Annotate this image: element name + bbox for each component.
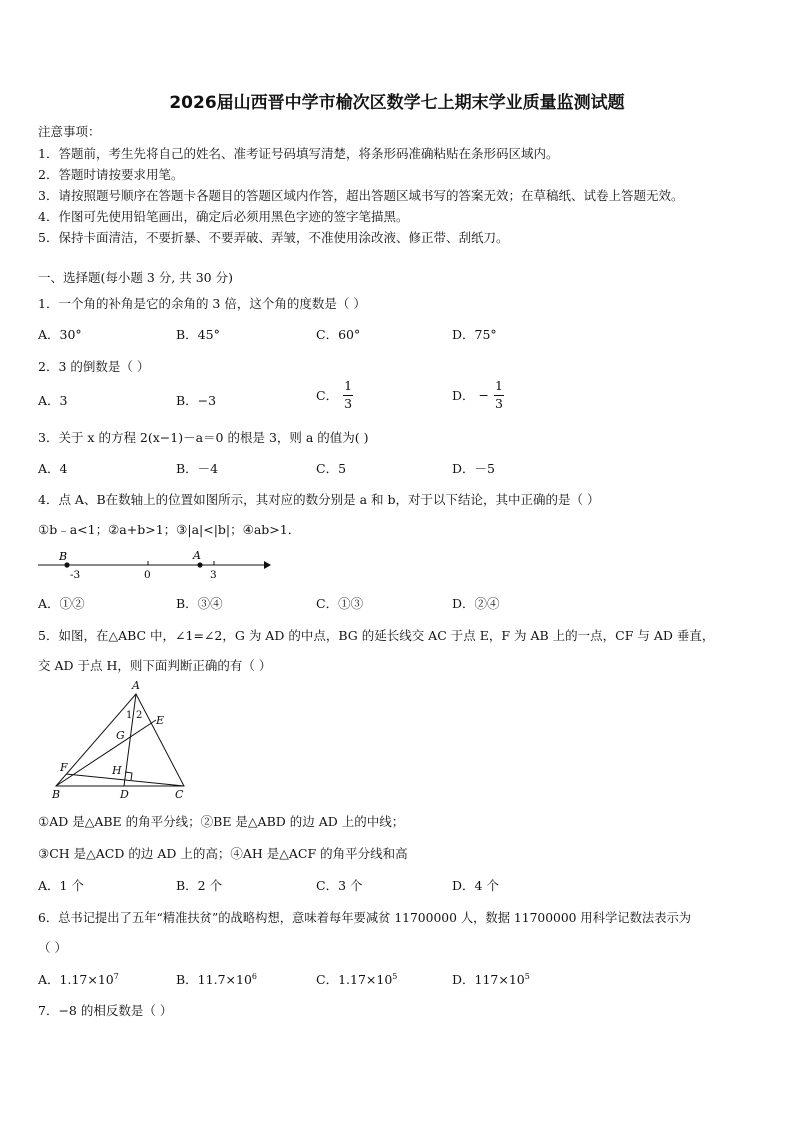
tick-label: 3 [210, 569, 217, 581]
label-g: G [116, 729, 125, 742]
q2-option-d-label: D． [452, 388, 475, 403]
tick-label: 0 [144, 569, 151, 581]
question-7-stem: 7．−8 的相反数是（ ） [38, 1003, 173, 1018]
q2-option-c [316, 380, 354, 410]
triangle-figure [44, 676, 204, 806]
q6-option-d-base: D．117×10 [452, 972, 525, 987]
tick-label: -3 [70, 569, 81, 581]
q2-option-c-fraction [342, 380, 354, 410]
q4-option-a: A．①② [38, 596, 85, 611]
label-h: H [112, 764, 122, 777]
fraction-numerator: 1 [344, 378, 353, 393]
q1-option-a: A．30° [38, 327, 82, 342]
question-5-stem-line1: 5．如图，在△ABC 中，∠1=∠2，G 为 AD 的中点，BG 的延长线交 AC 于点 E，F 为 AB 上的一点，CF 与 AD 垂直， [38, 628, 715, 643]
q5-option-c: C．3 个 [316, 878, 363, 893]
q1-option-c: C．60° [316, 327, 361, 342]
q2-option-c-label: C． [316, 388, 339, 403]
q6-option-c [316, 970, 397, 988]
q6-option-b-exponent: 6 [251, 971, 257, 981]
q6-option-a-base: A．1.17×10 [38, 972, 114, 987]
question-3-stem: 3．关于 x 的方程 2(x−1)－a＝0 的根是 3，则 a 的值为( ) [38, 430, 369, 445]
q5-option-a: A．1 个 [38, 878, 84, 893]
notice-item: 5．保持卡面清洁，不要折暴、不要弄破、弄皱，不准使用涂改液、修正带、刮纸刀。 [38, 230, 509, 245]
q6-option-c-exponent: 5 [392, 971, 398, 981]
q6-option-a [38, 970, 119, 988]
question-4-stem: 4．点 A、B在数轴上的位置如图所示，其对应的数分别是 a 和 b，对于以下结论，其中正确的是（ ） [38, 492, 600, 507]
q6-option-d [452, 970, 530, 988]
label-angle-1: 1 [126, 710, 133, 721]
q3-option-c: C．5 [316, 461, 347, 476]
q6-option-c-base: C．1.17×10 [316, 972, 393, 987]
label-e: E [156, 714, 165, 727]
q2-option-d-fraction [493, 380, 505, 410]
label-d: D [120, 788, 129, 801]
label-b: B [52, 788, 61, 801]
notice-item: 1．答题前，考生先将自己的姓名、准考证号码填写清楚，将条形码准确粘贴在条形码区域内。 [38, 146, 559, 161]
section-heading: 一、选择题(每小题 3 分, 共 30 分) [38, 270, 233, 285]
q3-option-b: B．－4 [176, 461, 219, 476]
notice-heading: 注意事项： [38, 124, 101, 139]
q2-option-d [452, 380, 505, 410]
fraction-numerator: 1 [494, 378, 503, 393]
q6-option-a-exponent: 7 [113, 971, 119, 981]
label-angle-2: 2 [136, 710, 143, 721]
q2-option-d-sign: − [478, 387, 489, 403]
segment-be [56, 720, 156, 786]
point-b-label: B [59, 550, 68, 563]
notice-item: 3．请按照题号顺序在答题卡各题目的答题区域内作答，超出答题区域书写的答案无效；在草稿纸、试卷上答题无效。 [38, 188, 684, 203]
q3-option-a: A．4 [38, 461, 68, 476]
q6-option-b [176, 970, 257, 988]
q2-option-b: B．−3 [176, 393, 217, 408]
point-b-dot [64, 562, 69, 567]
q6-option-d-exponent: 5 [524, 971, 530, 981]
q4-option-c: C．①③ [316, 596, 364, 611]
fraction-denominator: 3 [494, 395, 503, 411]
point-a-label: A [193, 549, 201, 562]
q4-option-d: D．②④ [452, 596, 500, 611]
label-c: C [175, 788, 184, 801]
question-2-stem: 2．3 的倒数是（ ） [38, 359, 150, 374]
question-1-stem: 1．一个角的补角是它的余角的 3 倍，这个角的度数是（ ） [38, 296, 366, 311]
number-line-arrow [264, 561, 271, 569]
q5-option-d: D．4 个 [452, 878, 499, 893]
question-6-stem-line2: （ ） [38, 940, 67, 955]
page-title: 2026届山西晋中学市榆次区数学七上期末学业质量监测试题 [169, 93, 625, 113]
label-a: A [132, 679, 140, 692]
q5-option-b: B．2 个 [176, 878, 223, 893]
q1-option-d: D．75° [452, 327, 497, 342]
label-f: F [60, 761, 68, 774]
q6-option-b-base: B．11.7×10 [176, 972, 252, 987]
notice-item: 2．答题时请按要求用笔。 [38, 167, 184, 182]
notice-item: 4．作图可先使用铅笔画出，确定后必须用黑色字迹的签字笔描黑。 [38, 209, 409, 224]
q2-option-a: A．3 [38, 393, 68, 408]
q3-option-d: D．－5 [452, 461, 495, 476]
number-line-figure [36, 545, 272, 581]
point-a-dot [197, 562, 202, 567]
question-5-statements-line1: ①AD 是△ABE 的角平分线；②BE 是△ABD 的边 AD 上的中线； [38, 814, 405, 829]
question-5-stem-line2: 交 AD 于点 H，则下面判断正确的有（ ） [38, 658, 272, 673]
question-5-statements-line2: ③CH 是△ACD 的边 AD 上的高；④AH 是△ACF 的角平分线和高 [38, 846, 408, 861]
question-6-stem-line1: 6．总书记提出了五年“精准扶贫”的战略构想，意味着每年要减贫 11700000 人，数据 11700000 用科学记数法表示为 [38, 911, 692, 925]
question-4-conclusions: ①b﹣a<1；②a+b>1；③|a|<|b|；④ab>1． [38, 522, 301, 537]
q4-option-b: B．③④ [176, 596, 223, 611]
q1-option-b: B．45° [176, 327, 220, 342]
fraction-denominator: 3 [344, 395, 353, 411]
